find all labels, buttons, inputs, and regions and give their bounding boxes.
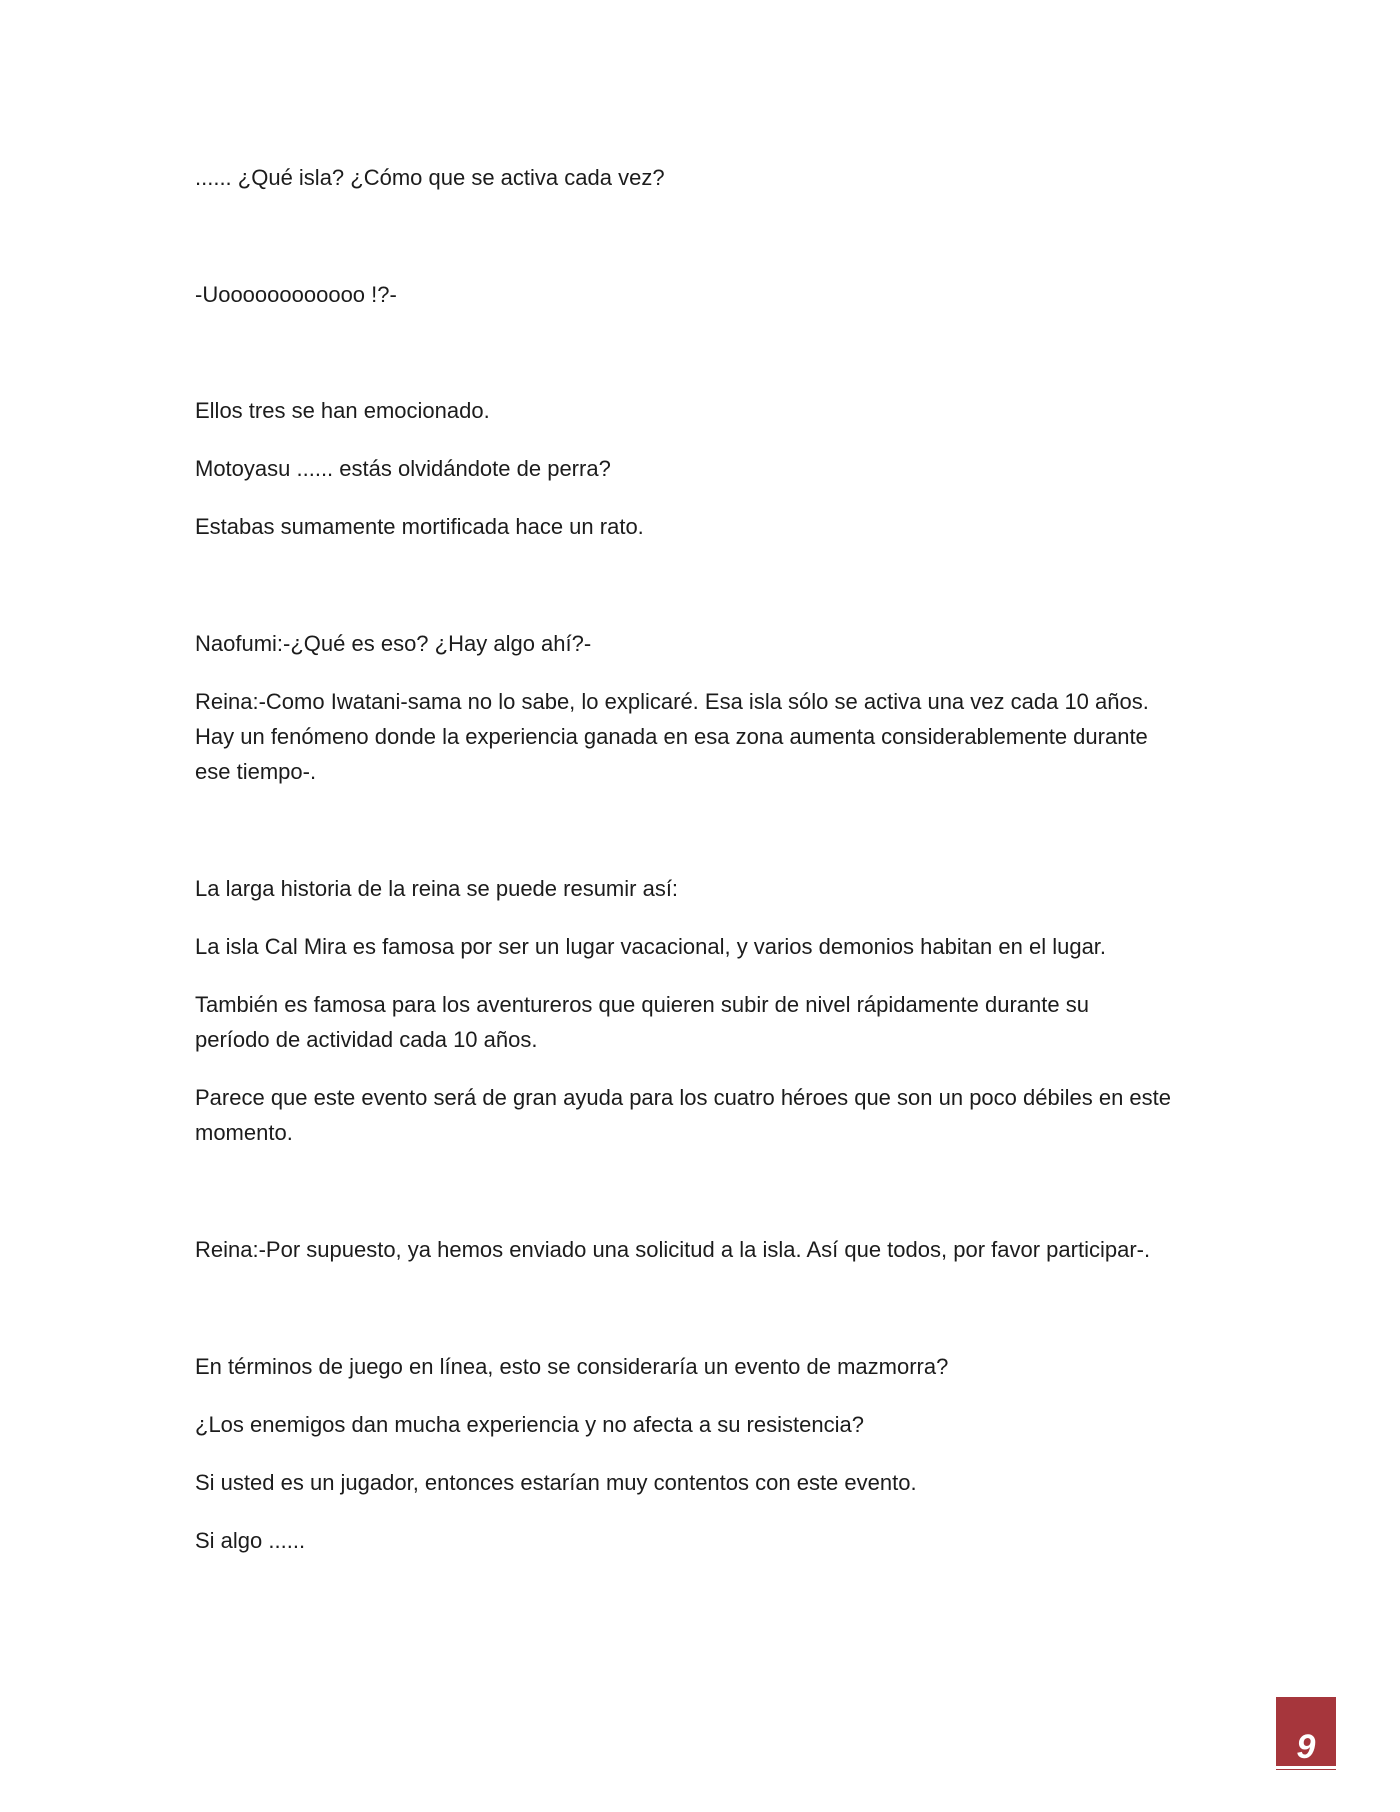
paragraph-line: Ellos tres se han emocionado. [195,398,490,423]
paragraph-line: También es famosa para los aventureros que quieren subir de nivel rápidamente durante su [195,992,1089,1017]
paragraph-line: ¿Los enemigos dan mucha experiencia y no afecta a su resistencia? [195,1412,864,1437]
page-number-badge [1276,1697,1336,1770]
paragraph-line: momento. [195,1120,293,1145]
paragraph-line: Naofumi:-¿Qué es eso? ¿Hay algo ahí?- [195,631,592,656]
paragraph-line: Estabas sumamente mortificada hace un rato. [195,514,644,539]
paragraph-line: -Uoooooooooooo !?- [195,282,397,307]
page-number: 9 [1296,1728,1316,1766]
paragraph-line: ...... ¿Qué isla? ¿Cómo que se activa cada vez? [195,165,665,190]
paragraph-line: La isla Cal Mira es famosa por ser un lugar vacacional, y varios demonios habitan en el lugar. [195,934,1107,959]
paragraph-line: Hay un fenómeno donde la experiencia ganada en esa zona aumenta considerablemente durante [195,724,1148,749]
paragraph-line: período de actividad cada 10 años. [195,1027,538,1052]
paragraph-line: Si algo ...... [195,1528,306,1553]
paragraph-line: La larga historia de la reina se puede resumir así: [195,876,679,901]
paragraph-line: En términos de juego en línea, esto se consideraría un evento de mazmorra? [195,1354,949,1379]
page-number-underline [1276,1766,1336,1769]
paragraph-line: Reina:-Por supuesto, ya hemos enviado una solicitud a la isla. Así que todos, por favor participar-. [195,1237,1151,1262]
paragraph-line: Si usted es un jugador, entonces estarían muy contentos con este evento. [195,1470,917,1495]
paragraph-line: ese tiempo-. [195,759,317,784]
paragraph-line: Reina:-Como Iwatani-sama no lo sabe, lo explicaré. Esa isla sólo se activa una vez cada 10 años. [195,689,1149,714]
paragraph-line: Motoyasu ...... estás olvidándote de perra? [195,456,611,481]
paragraph-line: Parece que este evento será de gran ayuda para los cuatro héroes que son un poco débiles en este [195,1085,1172,1110]
